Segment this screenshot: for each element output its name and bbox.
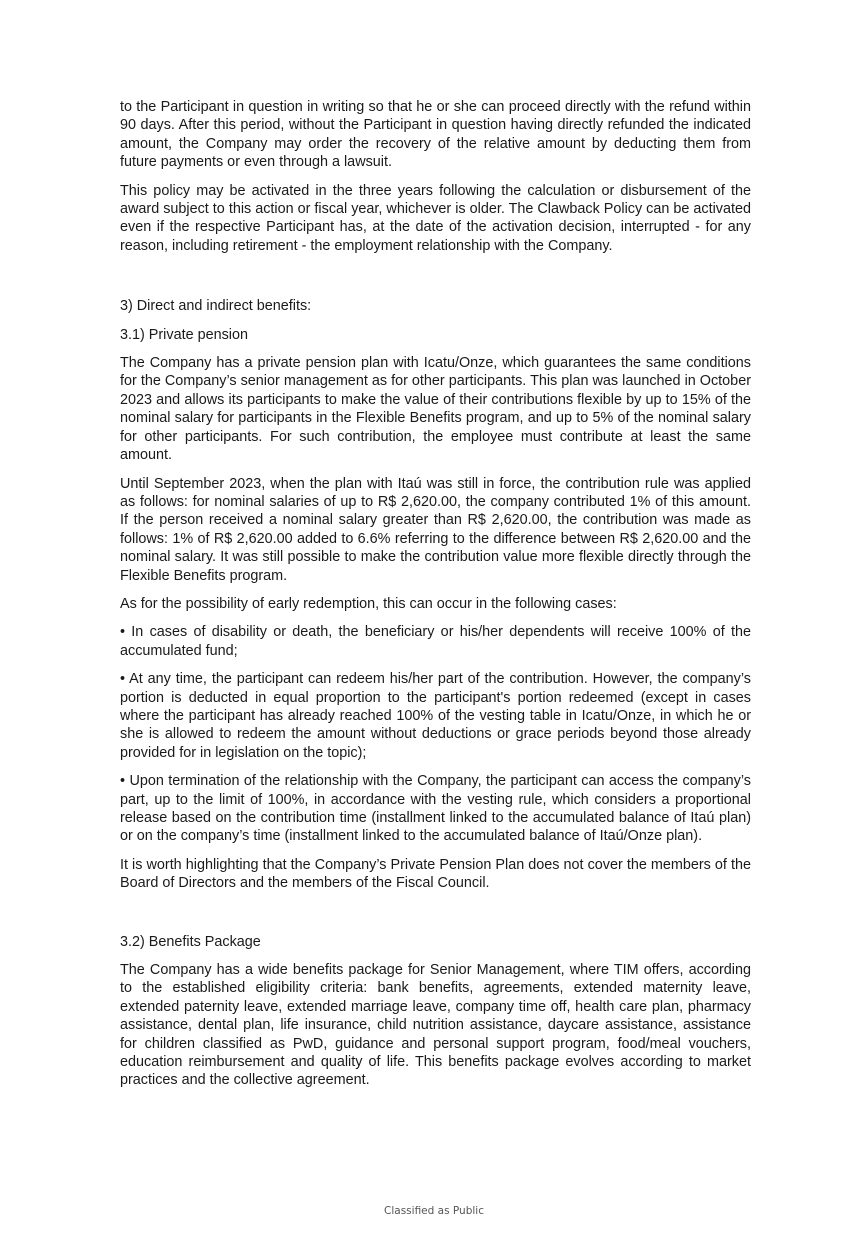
section-3-heading: 3) Direct and indirect benefits: bbox=[120, 298, 312, 315]
paragraph-early-redemption: As for the possibility of early redemption, this can occur in the following cases: bbox=[120, 595, 617, 612]
paragraph-itau-plan: Until September 2023, when the plan with Itaú was still in force, the contribution rule was applied as follows: for nominal salaries of up to R$ 2,620.00, the company contributed 1% of this amount. If the person received a nominal salary greater than R$ 2,620.00, the contribution was made as follows: 1% of R$ 2,620.00 added to 6.6% referring to the difference between R$ 2,620.00 and the nominal salary. It was still possible to make the contribution value more flexible directly through the Flexible Benefits program. bbox=[120, 475, 751, 584]
section-spacer bbox=[120, 903, 751, 933]
paragraph-pension-plan: The Company has a private pension plan with Icatu/Onze, which guarantees the same conditions for the Company’s senior management as for other participants. This plan was launched in October 2023 and allows its participants to make the value of their contributions flexible by up to 15% of the nominal salary for participants in the Flexible Benefits program, and up to 5% of the nominal salary for other participants. For such contribution, the employee must contribute at least the same amount. bbox=[120, 355, 751, 464]
paragraph-benefits-package: The Company has a wide benefits package for Senior Management, where TIM offers, according to the established eligibility criteria: bank benefits, agreements, extended maternity leave, extended paternity leave, extended marriage leave, company time off, health care plan, pharmacy assistance, dental plan, life insurance, child nutrition assistance, daycare assistance, assistance for children classified as PwD, guidance and personal support program, food/meal vouchers, education reimbursement and quality of life. This benefits package evolves according to market practices and the collective agreement. bbox=[120, 962, 751, 1089]
bullet-any-time-redeem: • At any time, the participant can redeem his/her part of the contribution. However, the company’s portion is deducted in equal proportion to the participant's portion redeemed (except in cases where the participant has already reached 100% of the vesting table in Icatu/Onze, in which he or she is allowed to redeem the amount without deductions or grace periods beyond those already provided for in legislation on the topic); bbox=[120, 671, 751, 761]
bullet-disability-death: • In cases of disability or death, the beneficiary or his/her dependents will receive 100% of the accumulated fund; bbox=[120, 624, 751, 659]
classification-footer: Classified as Public bbox=[384, 1205, 484, 1217]
paragraph-refund-deadline: to the Participant in question in writing so that he or she can proceed directly with the refund within 90 days. After this period, without the Participant in question having directly refunded the indicated amount, the Company may order the recovery of the relative amount by deducting them from future payments or even through a lawsuit. bbox=[120, 99, 751, 171]
section-3-2-heading: 3.2) Benefits Package bbox=[120, 933, 261, 950]
section-3-1-heading: 3.1) Private pension bbox=[120, 326, 248, 343]
section-spacer bbox=[120, 265, 751, 297]
document-body bbox=[120, 98, 751, 1100]
paragraph-clawback-policy: This policy may be activated in the three years following the calculation or disbursement of the award subject to this action or fiscal year, whichever is older. The Clawback Policy can be activated even if the respective Participant has, at the date of the activation decision, interrupted - for any reason, including retirement - the employment relationship with the Company. bbox=[120, 182, 751, 254]
paragraph-board-exclusion: It is worth highlighting that the Company’s Private Pension Plan does not cover the members of the Board of Directors and the members of the Fiscal Council. bbox=[120, 856, 751, 892]
bullet-termination: • Upon termination of the relationship with the Company, the participant can access the company’s part, up to the limit of 100%, in accordance with the vesting rule, which considers a proportional release based on the contribution time (installment linked to the accumulated balance of Itaú plan) or on the company’s time (installment linked to the accumulated balance of Itaú/Onze plan). bbox=[120, 773, 751, 845]
